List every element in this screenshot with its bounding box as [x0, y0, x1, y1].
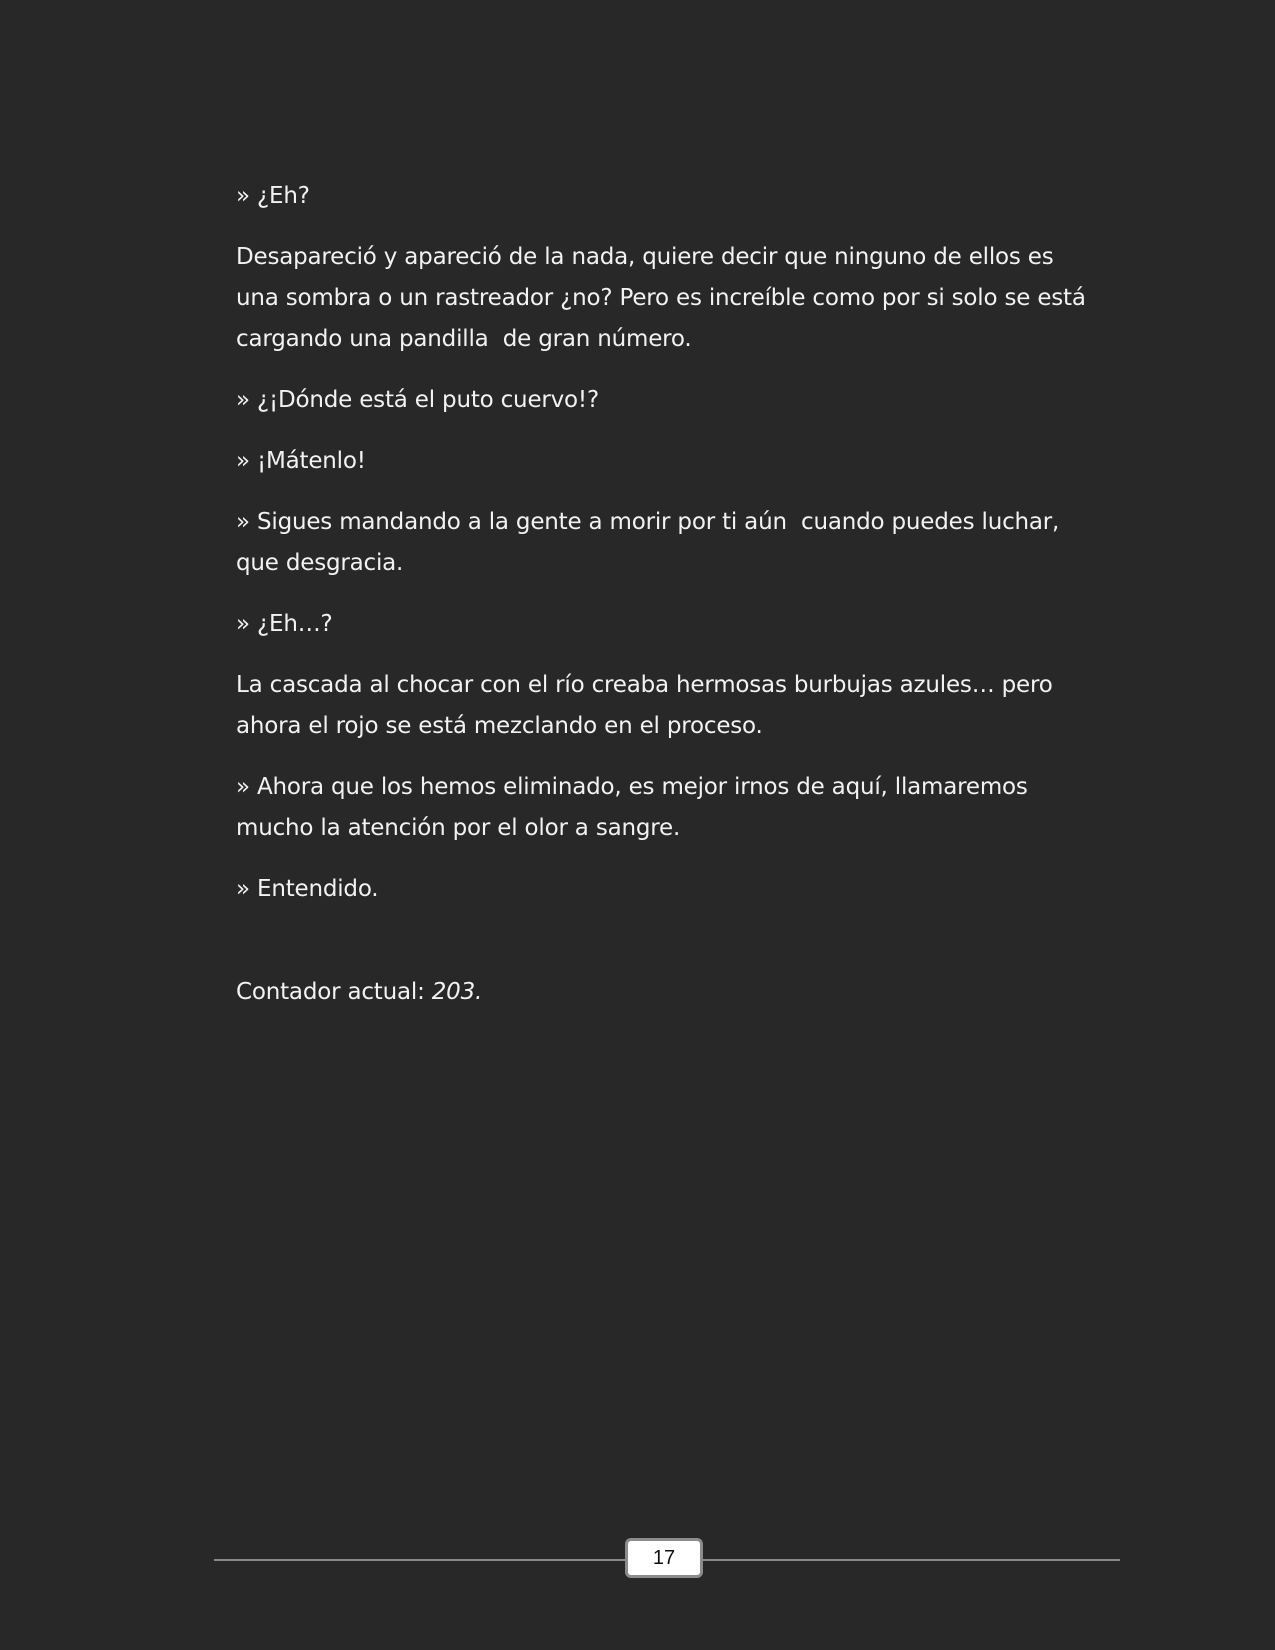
- counter-label: Contador actual:: [236, 979, 432, 1005]
- paragraph-1: » ¿Eh?: [236, 183, 310, 209]
- paragraph-8: » Ahora que los hemos eliminado, es mejor irnos de aquí, llamaremos mucho la atención por el olor a sangre.: [236, 774, 1035, 841]
- page-footer: [214, 1538, 1120, 1582]
- paragraph-7: La cascada al chocar con el río creaba hermosas burbujas azules… pero ahora el rojo se está mezclando en el proceso.: [236, 672, 1060, 739]
- paragraph-4: » ¡Mátenlo!: [236, 448, 366, 474]
- paragraph-6: » ¿Eh…?: [236, 611, 333, 637]
- page-number: 17: [625, 1538, 703, 1578]
- paragraph-3: » ¿¡Dónde está el puto cuervo!?: [236, 387, 599, 413]
- counter-value: 203.: [431, 979, 483, 1005]
- body-text: [236, 176, 1096, 1013]
- paragraph-9: » Entendido.: [236, 876, 379, 902]
- paragraph-2: Desapareció y apareció de la nada, quiere decir que ninguno de ellos es una sombra o un rastreador ¿no? Pero es increíble como por si solo se está cargando una pandilla de gran número.: [236, 244, 1093, 352]
- paragraph-5: » Sigues mandando a la gente a morir por ti aún cuando puedes luchar, que desgracia.: [236, 509, 1067, 576]
- counter-line: [236, 972, 1096, 1013]
